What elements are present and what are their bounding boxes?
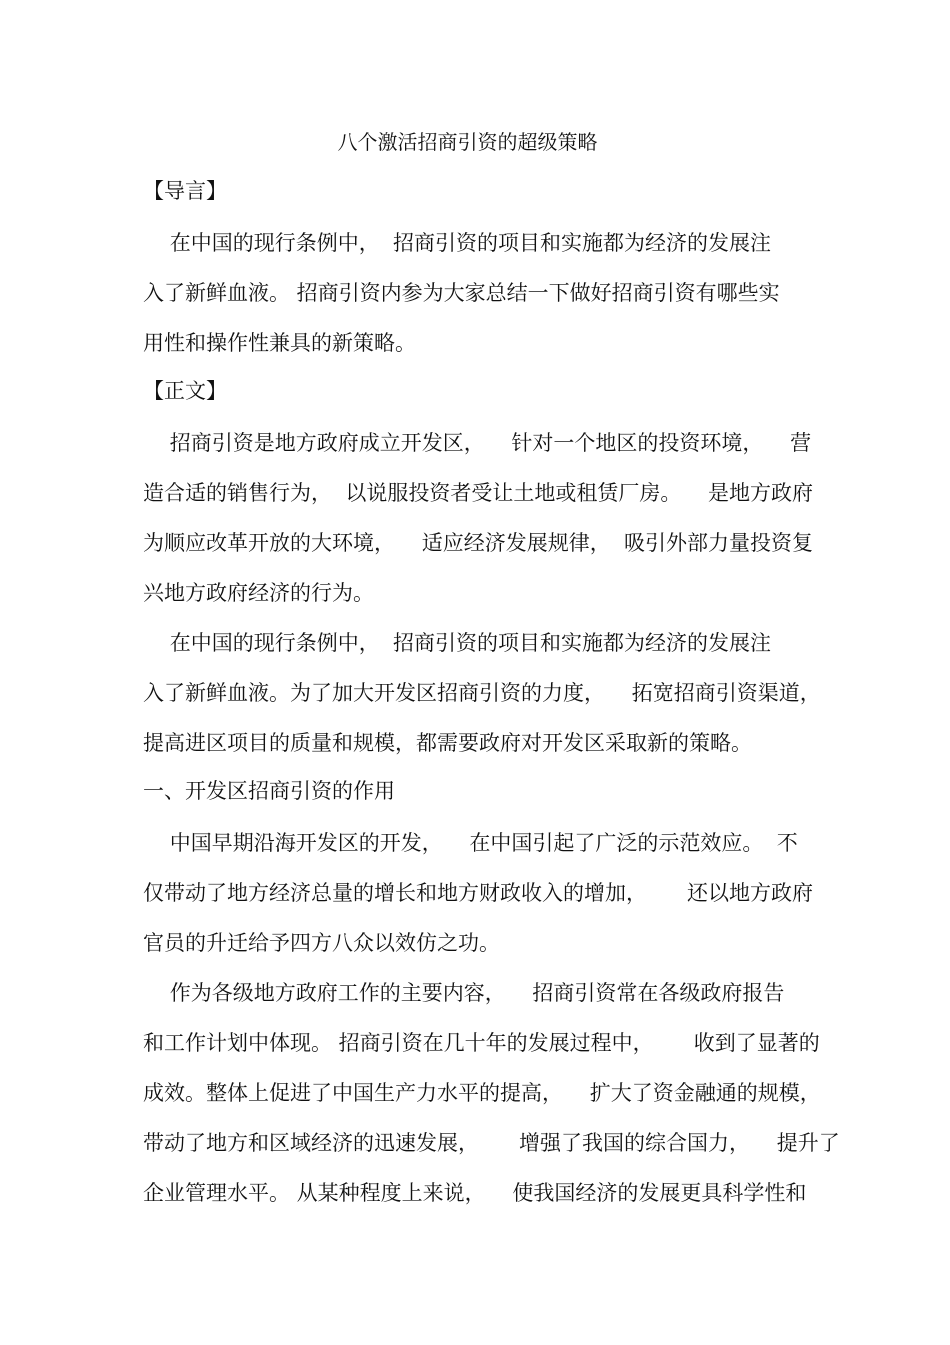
paragraph-line: 作为各级地方政府工作的主要内容， 招商引资常在各级政府报告 [143,981,785,1005]
paragraph-line: 成效。整体上促进了中国生产力水平的提高， 扩大了资金融通的规模， [143,1081,821,1105]
paragraph-line: 中国早期沿海开发区的开发， 在中国引起了广泛的示范效应。 不 [143,831,798,855]
paragraph-line: 造合适的销售行为， 以说服投资者受让土地或租赁厂房。 是地方政府 [143,481,814,505]
paragraph-line: 仅带动了地方经济总量的增长和地方财政收入的增加， 还以地方政府 [143,881,814,905]
document-title: 八个激活招商引资的超级策略 [337,130,598,154]
paragraph-line: 兴地方政府经济的行为。 [143,581,374,605]
paragraph-line: 入了新鲜血液。为了加大开发区招商引资的力度， 拓宽招商引资渠道， [143,681,821,705]
paragraph-line: 官员的升迁给予四方八众以效仿之功。 [143,931,500,955]
paragraph-line: 企业管理水平。 从某种程度上来说， 使我国经济的发展更具科学性和 [143,1181,807,1205]
paragraph-line: 为顺应改革开放的大环境， 适应经济发展规律， 吸引外部力量投资复 [143,531,814,555]
paragraph-line: 在中国的现行条例中， 招商引资的项目和实施都为经济的发展注 [143,231,772,255]
paragraph-line: 招商引资是地方政府成立开发区， 针对一个地区的投资环境， 营 [143,431,812,455]
section-heading-intro: 【导言】 [143,179,227,203]
paragraph-line: 和工作计划中体现。 招商引资在几十年的发展过程中， 收到了显著的 [143,1031,820,1055]
section-heading-body: 【正文】 [143,379,227,403]
paragraph-line: 带动了地方和区域经济的迅速发展， 增强了我国的综合国力， 提升了 [143,1131,840,1155]
paragraph-line: 入了新鲜血液。 招商引资内参为大家总结一下做好招商引资有哪些实 [143,281,780,305]
paragraph-line: 提高进区项目的质量和规模，都需要政府对开发区采取新的策略。 [143,731,752,755]
section-heading-1: 一、开发区招商引资的作用 [143,779,395,803]
paragraph-line: 在中国的现行条例中， 招商引资的项目和实施都为经济的发展注 [143,631,772,655]
paragraph-line: 用性和操作性兼具的新策略。 [143,331,416,355]
